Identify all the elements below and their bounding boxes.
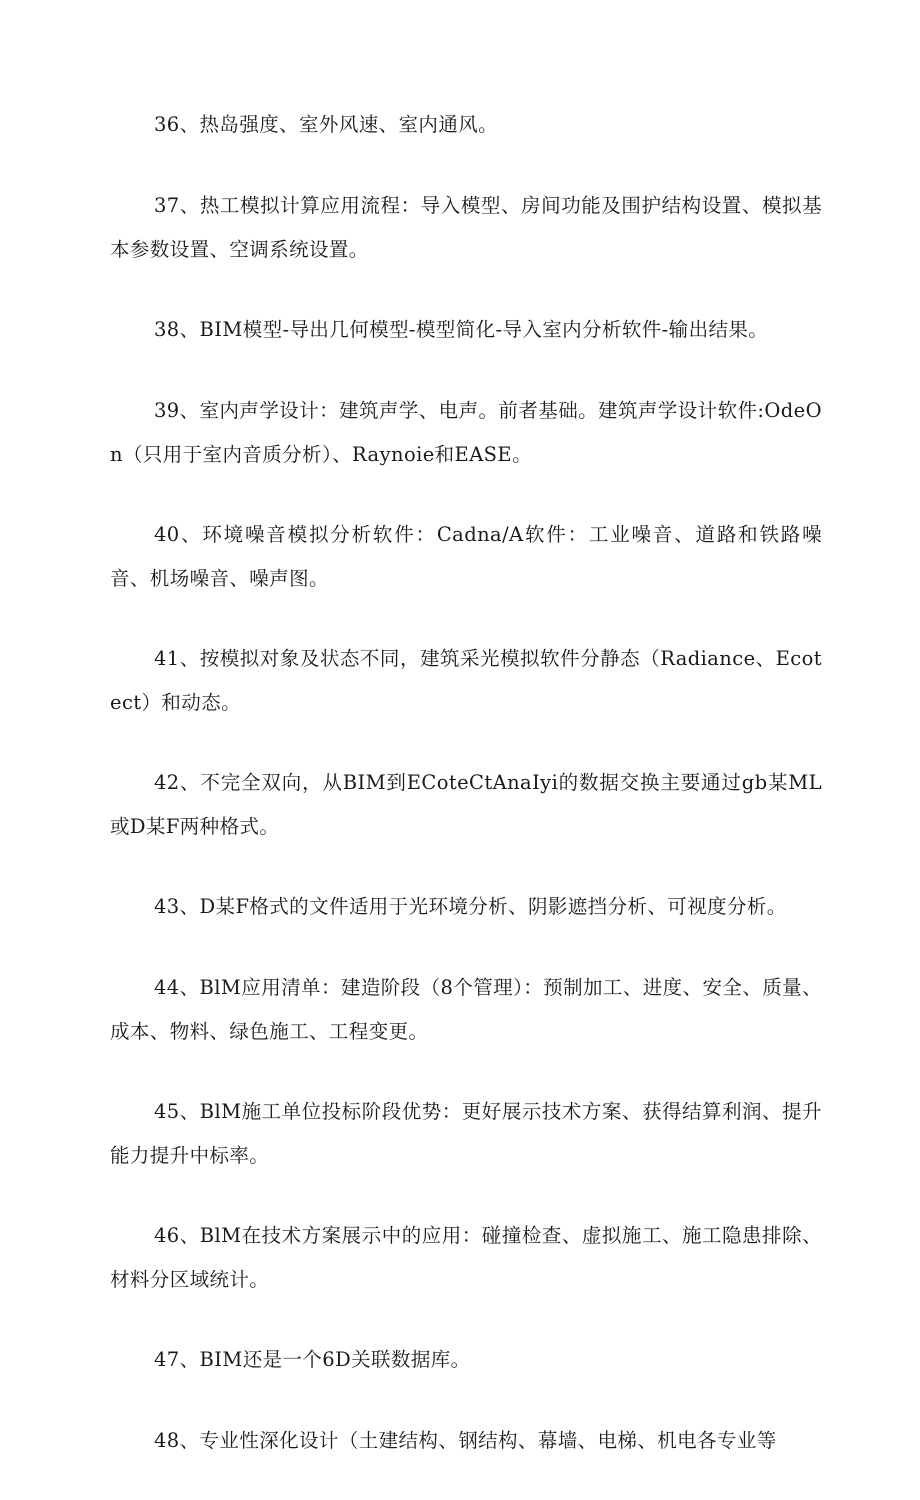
list-item-43: 43、D某F格式的文件适用于光环境分析、阴影遮挡分析、可视度分析。 bbox=[154, 895, 787, 918]
list-item-42: 42、不完全双向，从BIM到ECoteCtAnaIyi的数据交换主要通过gb某ML或D某F两种格式。 bbox=[110, 771, 822, 838]
list-item-38: 38、BIM模型-导出几何模型-模型简化-导入室内分析软件-输出结果。 bbox=[154, 318, 769, 341]
list-item-37: 37、热工模拟计算应用流程：导入模型、房间功能及围护结构设置、模拟基本参数设置、空调系统设置。 bbox=[110, 194, 822, 261]
list-item-45: 45、BlM施工单位投标阶段优势：更好展示技术方案、获得结算利润、提升能力提升中标率。 bbox=[110, 1100, 822, 1167]
list-item-48: 48、专业性深化设计（土建结构、钢结构、幕墙、电梯、机电各专业等 bbox=[154, 1429, 777, 1452]
list-item-44: 44、BlM应用清单：建造阶段（8个管理）：预制加工、进度、安全、质量、成本、物料、绿色施工、工程变更。 bbox=[110, 976, 822, 1043]
list-item-40: 40、环境噪音模拟分析软件：Cadna/A软件：工业噪音、道路和铁路噪音、机场噪音、噪声图。 bbox=[110, 523, 822, 590]
list-item-36: 36、热岛强度、室外风速、室内通风。 bbox=[154, 113, 499, 136]
list-item-47: 47、BIM还是一个6D关联数据库。 bbox=[154, 1348, 471, 1371]
list-item-46: 46、BlM在技术方案展示中的应用：碰撞检查、虚拟施工、施工隐患排除、材料分区域统计。 bbox=[110, 1224, 822, 1291]
document-body bbox=[110, 103, 822, 1500]
list-item-41: 41、按模拟对象及状态不同，建筑采光模拟软件分静态（Radiance、Ecotect）和动态。 bbox=[110, 647, 822, 714]
list-item-39: 39、室内声学设计：建筑声学、电声。前者基础。建筑声学设计软件:OdeOn（只用于室内音质分析）、Raynoie和EASE。 bbox=[110, 399, 822, 466]
